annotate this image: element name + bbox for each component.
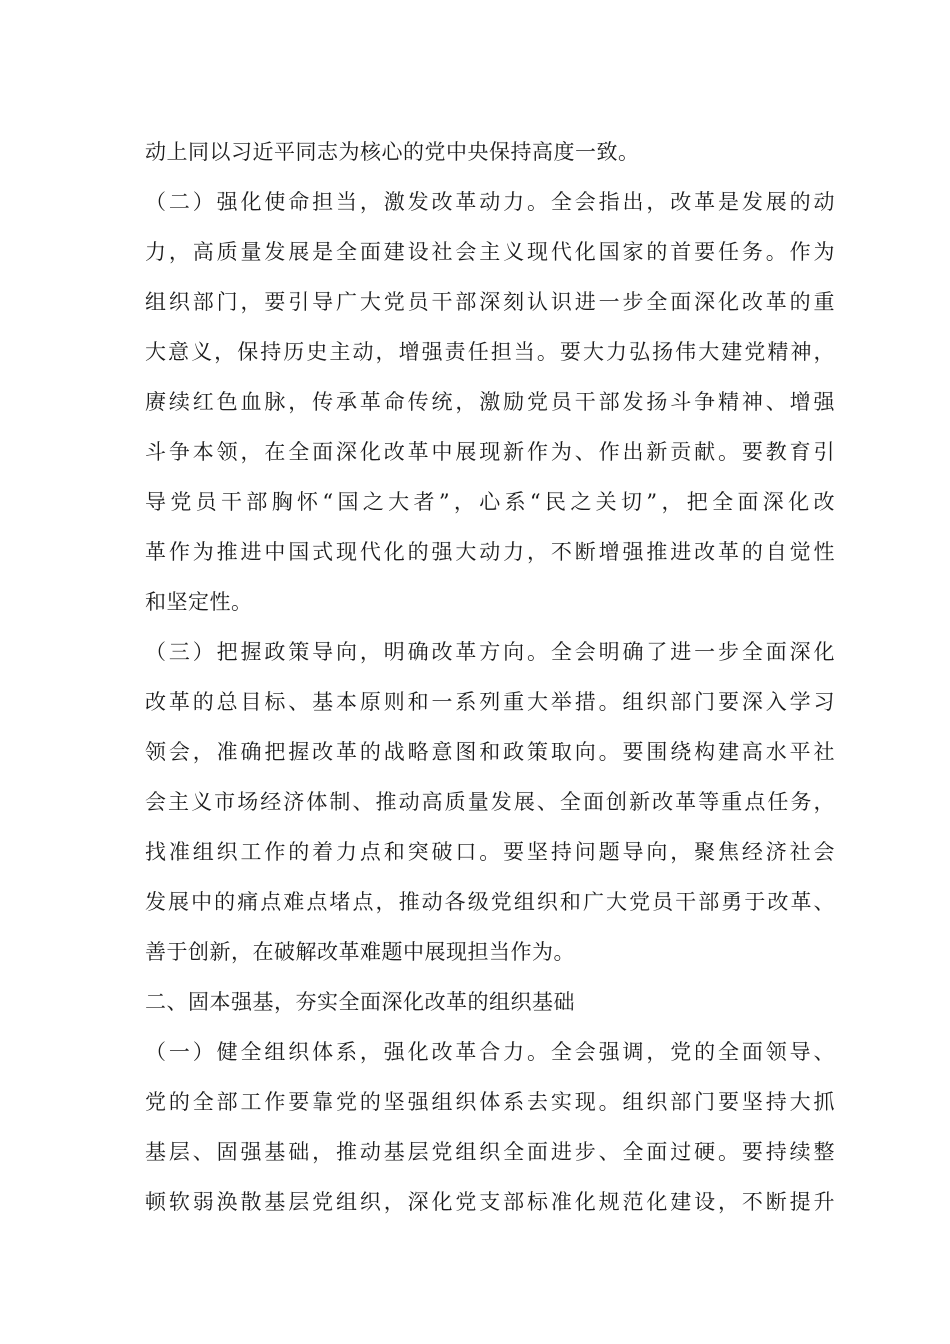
text-line: 领会，准确把握改革的战略意图和政策取向。要围绕构建高水平社 <box>145 740 835 764</box>
text-line: 斗争本领，在全面深化改革中展现新作为、作出新贡献。要教育引 <box>145 440 835 464</box>
text-line: 会主义市场经济体制、推动高质量发展、全面创新改革等重点任务， <box>145 790 835 814</box>
section-heading: 二、固本强基，夯实全面深化改革的组织基础 <box>145 990 575 1014</box>
text-line: （三）把握政策导向，明确改革方向。全会明确了进一步全面深化 <box>145 640 835 664</box>
text-line: （一）健全组织体系，强化改革合力。全会强调，党的全面领导、 <box>145 1040 835 1064</box>
text-line: 组织部门，要引导广大党员干部深刻认识进一步全面深化改革的重 <box>145 290 835 314</box>
text-line: 顿软弱涣散基层党组织，深化党支部标准化规范化建设，不断提升 <box>145 1190 835 1214</box>
text-line: 大意义，保持历史主动，增强责任担当。要大力弘扬伟大建党精神， <box>145 340 835 364</box>
text-line: 力，高质量发展是全面建设社会主义现代化国家的首要任务。作为 <box>145 240 835 264</box>
text-line: 导党员干部胸怀“国之大者”，心系“民之关切”，把全面深化改 <box>145 490 835 514</box>
text-line: 善于创新，在破解改革难题中展现担当作为。 <box>145 940 575 964</box>
text-line: 动上同以习近平同志为核心的党中央保持高度一致。 <box>145 140 640 164</box>
text-line: 找准组织工作的着力点和突破口。要坚持问题导向，聚焦经济社会 <box>145 840 835 864</box>
text-line: （二）强化使命担当，激发改革动力。全会指出，改革是发展的动 <box>145 190 835 214</box>
text-line: 赓续红色血脉，传承革命传统，激励党员干部发扬斗争精神、增强 <box>145 390 835 414</box>
text-line: 发展中的痛点难点堵点，推动各级党组织和广大党员干部勇于改革、 <box>145 890 835 914</box>
text-line: 革作为推进中国式现代化的强大动力，不断增强推进改革的自觉性 <box>145 540 835 564</box>
text-line: 基层、固强基础，推动基层党组织全面进步、全面过硬。要持续整 <box>145 1140 835 1164</box>
text-line: 和坚定性。 <box>145 590 253 614</box>
text-line: 改革的总目标、基本原则和一系列重大举措。组织部门要深入学习 <box>145 690 835 714</box>
text-line: 党的全部工作要靠党的坚强组织体系去实现。组织部门要坚持大抓 <box>145 1090 835 1114</box>
